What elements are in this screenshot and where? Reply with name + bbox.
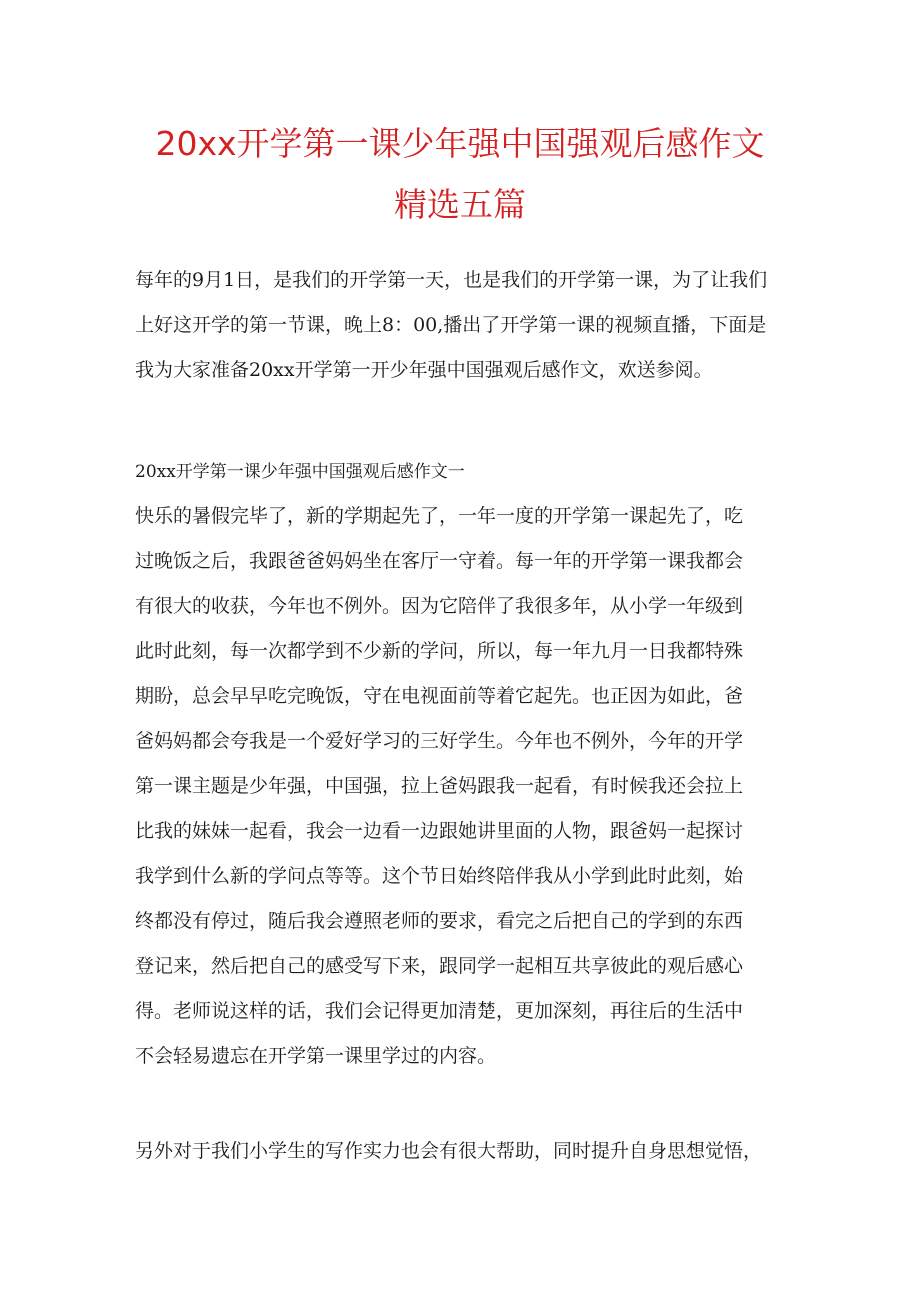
section-heading: 20xx开学第一课少年强中国强观后感作文一 xyxy=(135,462,465,482)
essay-line: 期盼，总会早早吃完晚饭，守在电视面前等着它起先。也正因为如此，爸 xyxy=(135,685,744,707)
intro-paragraph xyxy=(135,258,795,393)
essay-line: 不会轻易遗忘在开学第一课里学过的内容。 xyxy=(135,1045,497,1067)
essay-line: 我学到什么新的学问点等等。这个节日始终陪伴我从小学到此时此刻，始 xyxy=(135,865,744,887)
intro-line: 我为大家准备20xx开学第一开少年强中国强观后感作文，欢送参阅。 xyxy=(135,359,713,381)
essay-line: 过晚饭之后，我跟爸爸妈妈坐在客厅一守着。每一年的开学第一课我都会 xyxy=(135,550,744,572)
essay-line: 此时此刻，每一次都学到不少新的学问，所以，每一年九月一日我都特殊 xyxy=(135,640,744,662)
essay-line: 登记来，然后把自己的感受写下来，跟同学一起相互共享彼此的观后感心 xyxy=(135,955,744,977)
essay-line: 第一课主题是少年强，中国强，拉上爸妈跟我一起看，有时候我还会拉上 xyxy=(135,775,744,797)
essay-line: 快乐的暑假完毕了，新的学期起先了，一年一度的开学第一课起先了，吃 xyxy=(135,505,744,527)
intro-line: 上好这开学的第一节课，晚上8：00,播出了开学第一课的视频直播，下面是 xyxy=(135,314,767,336)
intro-line: 每年的9月1日，是我们的开学第一天，也是我们的开学第一课，为了让我们 xyxy=(135,269,768,291)
document-title-line-1: 20xx开学第一课少年强中国强观后感作文 xyxy=(155,124,765,163)
essay-line: 得。老师说这样的话，我们会记得更加清楚，更加深刻，再往后的生活中 xyxy=(135,1000,744,1022)
essay-line: 另外对于我们小学生的写作实力也会有很大帮助，同时提升自身思想觉悟， xyxy=(135,1140,763,1162)
essay-line: 终都没有停过，随后我会遵照老师的要求，看完之后把自己的学到的东西 xyxy=(135,910,744,932)
essay-paragraph-1 xyxy=(135,494,795,1079)
essay-line: 有很大的收获，今年也不例外。因为它陪伴了我很多年，从小学一年级到 xyxy=(135,595,744,617)
essay-paragraph-2 xyxy=(135,1129,795,1174)
document-title-line-2: 精选五篇 xyxy=(394,185,526,224)
essay-line: 比我的妹妹一起看，我会一边看一边跟她讲里面的人物，跟爸妈一起探讨 xyxy=(135,820,744,842)
essay-line: 爸妈妈都会夸我是一个爱好学习的三好学生。今年也不例外，今年的开学 xyxy=(135,730,744,752)
